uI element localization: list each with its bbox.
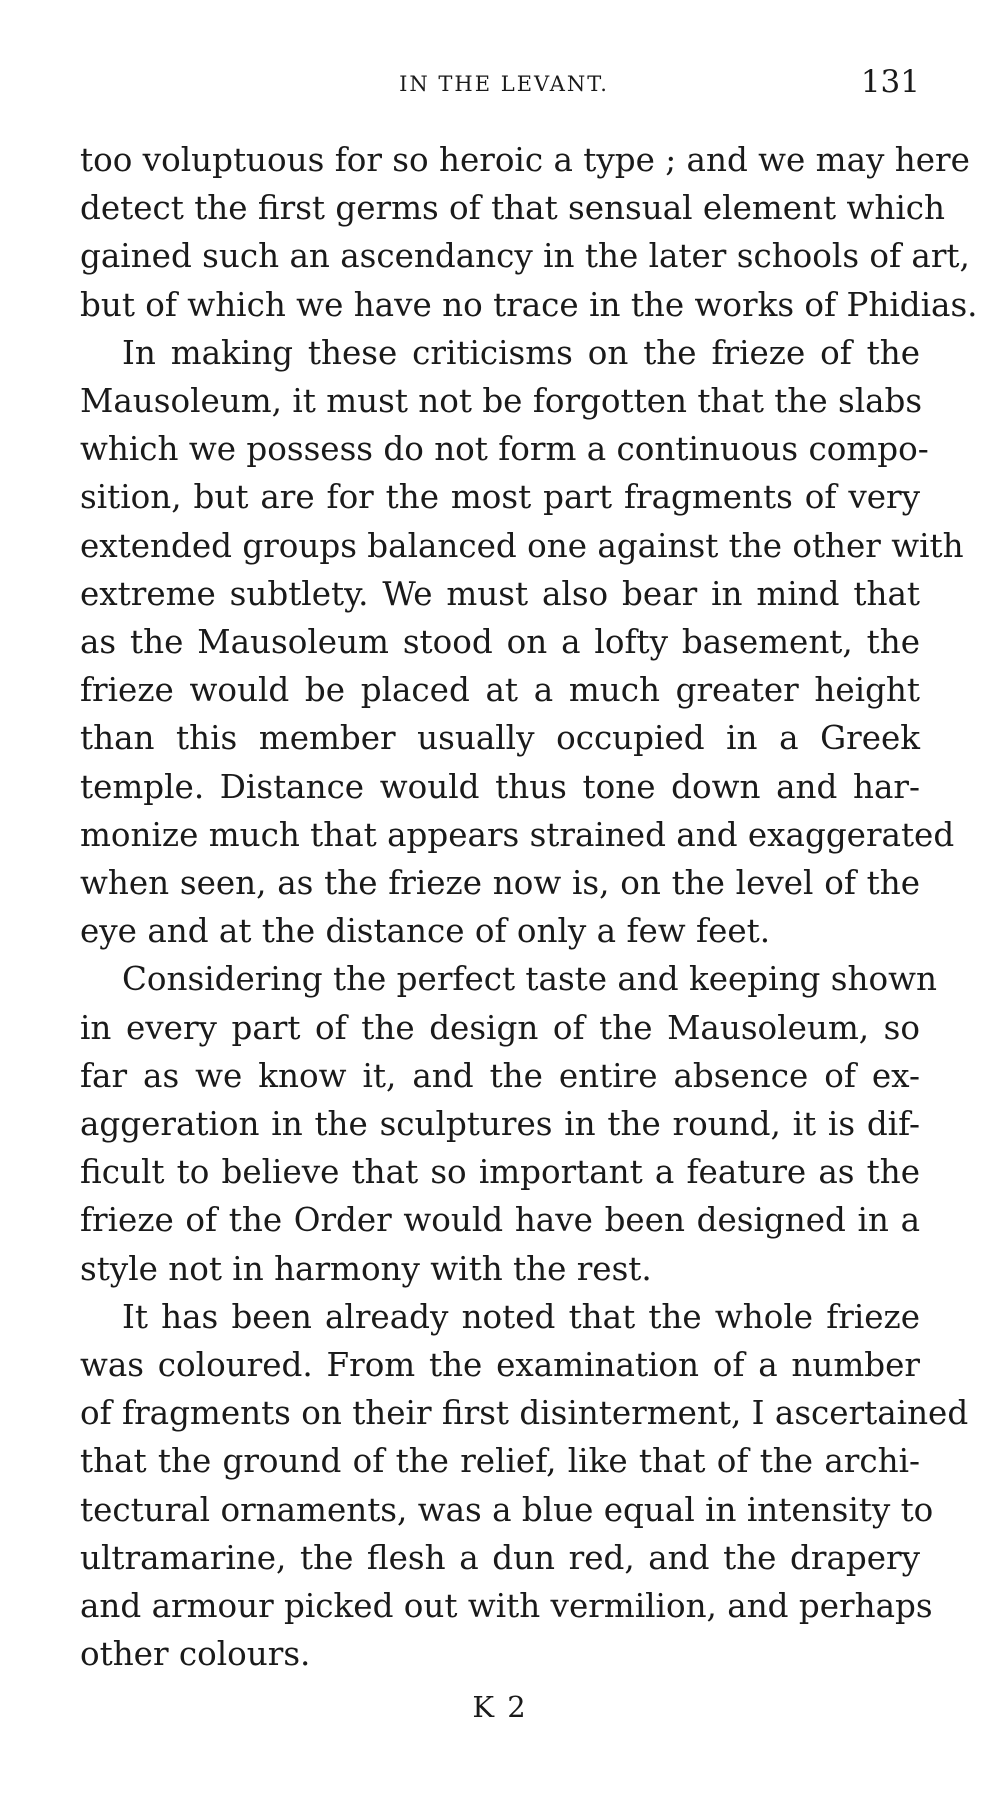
text-line: tectural ornaments, was a blue equal in intensity to — [80, 1490, 934, 1529]
text-line: temple. Distance would thus tone down and har- — [80, 767, 920, 806]
text-line: as the Mausoleum stood on a lofty basement, the — [80, 623, 920, 662]
text-line: far as we know it, and the entire absence of ex- — [80, 1056, 920, 1095]
text-line: monize much that appears strained and exaggerated — [80, 815, 955, 854]
text-line: detect the first germs of that sensual element which — [80, 189, 945, 228]
text-line: Mausoleum, it must not be forgotten that the slabs — [80, 382, 923, 421]
text-line: gained such an ascendancy in the later schools of art, — [80, 237, 970, 276]
text-line: aggeration in the sculptures in the round, it is dif- — [80, 1105, 920, 1144]
running-head: IN THE LEVANT. — [399, 72, 609, 96]
text-line: sition, but are for the most part fragments of very — [80, 478, 920, 517]
text-line: in every part of the design of the Mausoleum, so — [80, 1008, 920, 1047]
text-line: extreme subtlety. We must also bear in mind that — [80, 574, 920, 613]
text-line: frieze of the Order would have been designed in a — [80, 1201, 920, 1240]
page-header — [88, 64, 920, 104]
text-line: too voluptuous for so heroic a type ; and we may here — [80, 141, 970, 179]
text-line: other colours. — [80, 1635, 311, 1674]
text-line: style not in harmony with the rest. — [80, 1249, 652, 1288]
text-line: ultramarine, the flesh a dun red, and the drapery — [80, 1538, 920, 1577]
text-line: It has been already noted that the whole frieze — [122, 1297, 920, 1336]
page-number: 131 — [860, 64, 920, 100]
text-line: extended groups balanced one against the other with — [80, 526, 964, 565]
text-line: was coloured. From the examination of a number — [80, 1346, 920, 1385]
paragraph-3 — [80, 955, 937, 1292]
text-line: but of which we have no trace in the works of Phidias. — [80, 285, 978, 324]
text-line: and armour picked out with vermilion, and perhaps — [80, 1587, 933, 1626]
text-line: when seen, as the frieze now is, on the level of the — [80, 864, 920, 903]
paragraph-4 — [80, 1293, 969, 1679]
text-line: of fragments on their first disinterment, I ascertained — [80, 1394, 969, 1433]
text-line: that the ground of the relief, like that of the archi- — [80, 1442, 920, 1481]
text-line: eye and at the distance of only a few feet. — [80, 912, 771, 951]
text-line: than this member usually occupied in a Greek — [80, 719, 920, 758]
paragraph-1 — [80, 136, 978, 329]
text-line: ficult to believe that so important a feature as the — [80, 1153, 920, 1192]
text-line: which we possess do not form a continuous compo- — [80, 430, 929, 469]
text-line: frieze would be placed at a much greater height — [80, 671, 920, 710]
paragraph-2 — [80, 329, 964, 956]
body-text — [80, 136, 978, 1679]
text-line: Considering the perfect taste and keeping shown — [122, 960, 937, 999]
text-line: In making these criticisms on the frieze of the — [122, 333, 920, 372]
signature-mark: K 2 — [472, 1690, 528, 1724]
